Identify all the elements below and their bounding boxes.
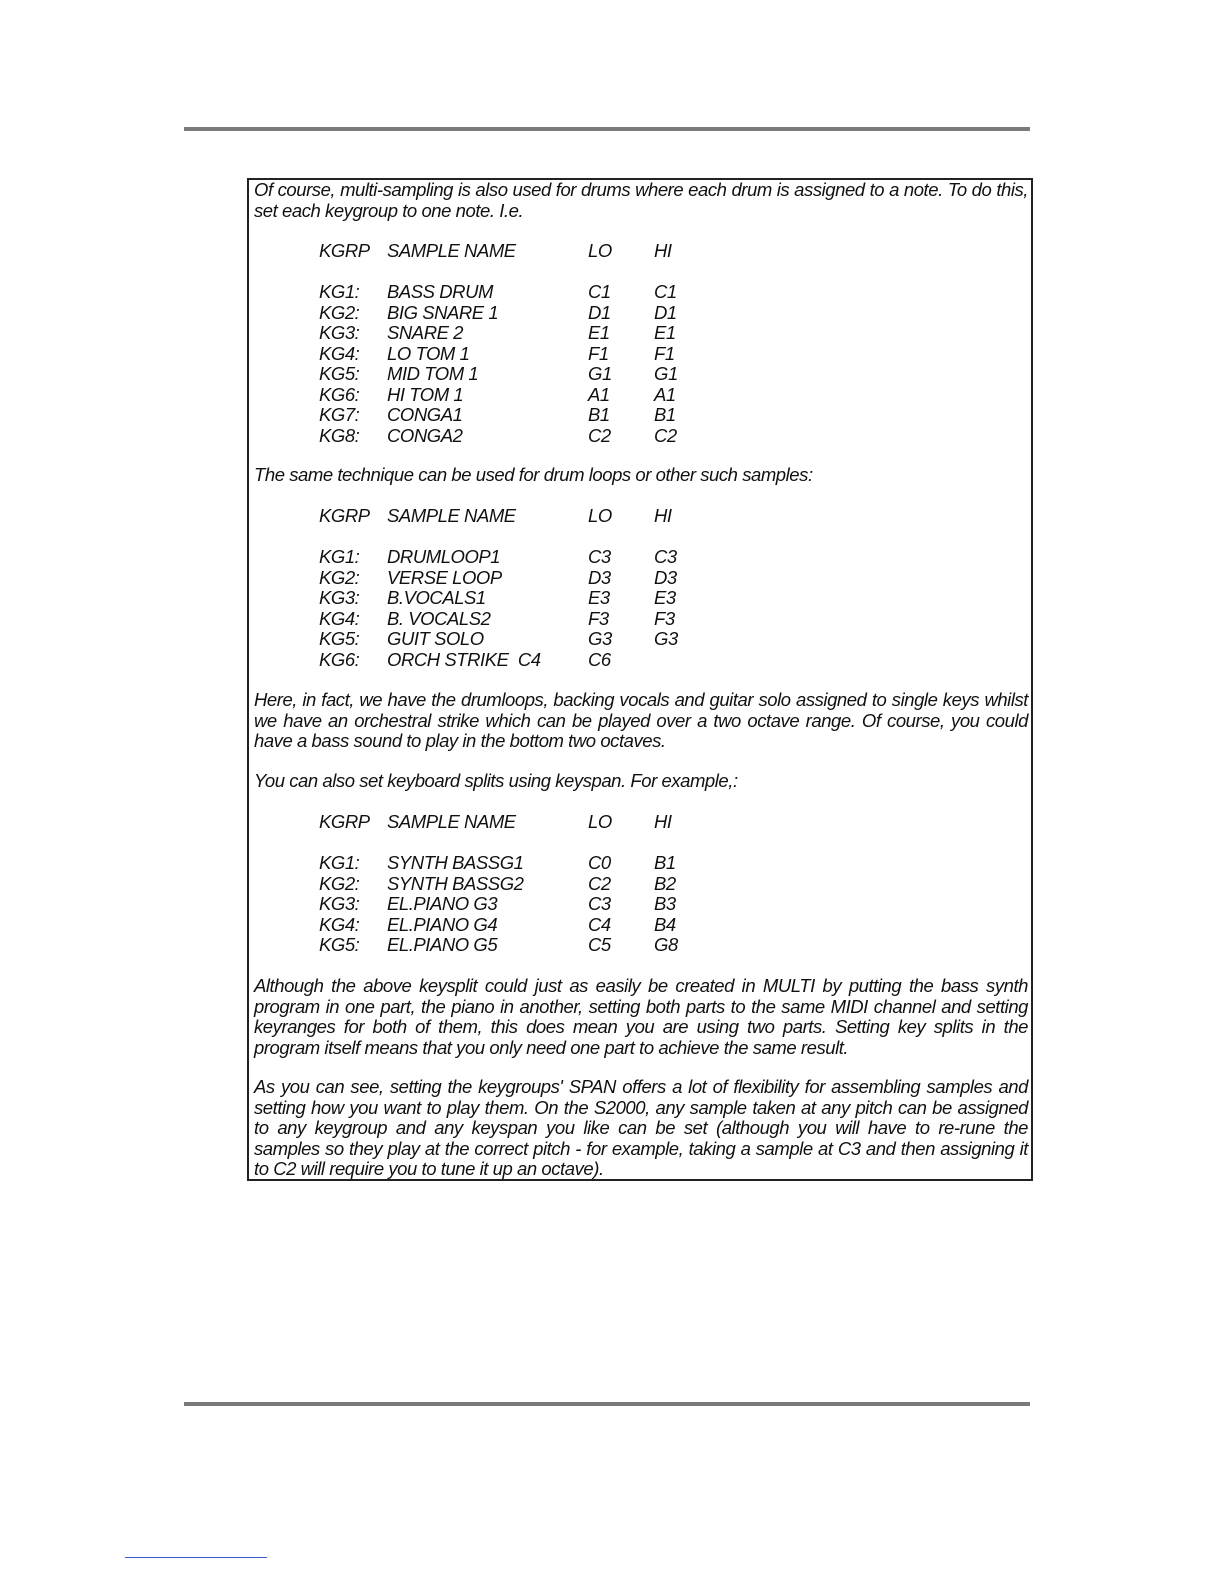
cell-sample-name: BASS DRUM [387,281,493,302]
paragraph-intro: Of course, multi-sampling is also used for drums where each drum is assigned to a note. To do this, set each keygroup to one note. I.e. [254,179,1028,221]
cell-hi: D3 [654,566,677,588]
header-kgrp: KGRP [319,240,370,261]
cell-sample-name: B.VOCALS1 [387,587,486,608]
cell-lo: C4 [588,913,611,935]
cell-sample-name: MID TOM 1 [387,363,479,384]
cell-sample-name: VERSE LOOP [387,566,502,588]
table-row [319,588,739,609]
header-lo: LO [588,240,612,261]
cell-hi: C2 [654,424,677,446]
cell-hi: F3 [654,607,675,629]
cell-keygroup: KG6: [319,648,360,670]
cell-lo: F1 [588,342,609,364]
table-row [319,405,739,426]
cell-lo: B1 [588,404,610,425]
header-hi: HI [654,240,672,261]
header-kgrp: KGRP [319,505,370,526]
cell-keygroup: KG1: [319,281,360,302]
paragraph-drumloops-explained: Here, in fact, we have the drumloops, backing vocals and guitar solo assigned to single keys whilst we have an orchestral strike which can be played over a two octave range. Of course, you could have a bass sound to play in the bottom two octaves. [254,689,1028,751]
cell-sample-name: EL.PIANO G5 [387,934,498,955]
table-row [319,935,739,956]
cell-hi: G3 [654,628,678,649]
cell-keygroup: KG2: [319,872,360,894]
cell-lo: C5 [588,934,611,955]
cell-keygroup: KG5: [319,934,360,955]
cell-keygroup: KG8: [319,424,360,446]
table-row [319,629,739,650]
cell-lo: A1 [588,383,610,405]
cell-sample-name: CONGA1 [387,404,463,425]
cell-sample-name: EL.PIANO G3 [387,893,498,914]
cell-sample-name: HI TOM 1 [387,383,464,405]
paragraph-keyboard-splits: You can also set keyboard splits using keyspan. For example,: [254,770,738,791]
cell-keygroup: KG7: [319,404,360,425]
cell-lo: C3 [588,893,611,914]
cell-sample-name: SYNTH BASSG2 [387,872,524,894]
cell-sample-name: ORCH STRIKE C4 [387,648,541,670]
cell-sample-name: LO TOM 1 [387,342,470,364]
cell-keygroup: KG6: [319,383,360,405]
cell-hi: B3 [654,893,676,914]
cell-lo: E3 [588,587,610,608]
table-header-row [319,241,739,262]
cell-keygroup: KG3: [319,587,360,608]
table-row [319,547,739,568]
cell-keygroup: KG4: [319,913,360,935]
footnote-separator [125,1557,267,1558]
cell-lo: C1 [588,281,611,302]
paragraph-span-flexibility: As you can see, setting the keygroups' SPAN offers a lot of flexibility for assembling samples and setting how you want to play them. On the S2000, any sample taken at any pitch can be assigned to any keygroup and any keyspan you like can be set (although you will have to re-rune the samples so they play at the correct pitch - for example, taking a sample at C3 and then assigning it to C2 will require you to tune it up an octave). [254,1076,1028,1179]
paragraph-keysplit-multi: Although the above keysplit could just as easily be created in MULTI by putting the bass synth program in one part, the piano in another, setting both parts to the same MIDI channel and setting keyranges for both of them, this does mean you are using two parts. Setting key splits in the program itself means that you only need one part to achieve the same result. [254,975,1028,1058]
cell-sample-name: B. VOCALS2 [387,607,491,629]
header-sample-name: SAMPLE NAME [387,811,516,832]
table-row [319,874,739,895]
cell-lo: E1 [588,322,610,343]
header-hi: HI [654,811,672,832]
cell-keygroup: KG4: [319,342,360,364]
cell-hi: E1 [654,322,676,343]
cell-lo: D1 [588,301,611,323]
cell-keygroup: KG3: [319,322,360,343]
cell-lo: C3 [588,546,611,567]
cell-keygroup: KG1: [319,852,360,873]
header-hi: HI [654,505,672,526]
table-row [319,303,739,324]
table-row [319,894,739,915]
cell-sample-name: BIG SNARE 1 [387,301,499,323]
header-sample-name: SAMPLE NAME [387,505,516,526]
footer-rule [184,1402,1030,1406]
cell-lo: C2 [588,872,611,894]
table-row [319,323,739,344]
table-header-row [319,812,739,833]
cell-keygroup: KG1: [319,546,360,567]
table-row [319,915,739,936]
cell-sample-name: SYNTH BASSG1 [387,852,524,873]
cell-keygroup: KG2: [319,566,360,588]
cell-hi: C1 [654,281,677,302]
table-row [319,282,739,303]
table-row [319,609,739,630]
cell-lo: C0 [588,852,611,873]
table-row [319,426,739,447]
paragraph-drum-loops: The same technique can be used for drum loops or other such samples: [254,464,813,485]
cell-sample-name: CONGA2 [387,424,463,446]
cell-sample-name: DRUMLOOP1 [387,546,501,567]
cell-hi: E3 [654,587,676,608]
cell-keygroup: KG5: [319,363,360,384]
cell-hi: F1 [654,342,675,364]
table-row [319,568,739,589]
cell-sample-name: GUIT SOLO [387,628,484,649]
cell-sample-name: EL.PIANO G4 [387,913,498,935]
cell-lo: G1 [588,363,612,384]
cell-hi: B2 [654,872,676,894]
header-kgrp: KGRP [319,811,370,832]
cell-keygroup: KG4: [319,607,360,629]
table-row [319,853,739,874]
header-sample-name: SAMPLE NAME [387,240,516,261]
cell-lo: F3 [588,607,609,629]
content-box [247,178,1033,1181]
cell-hi: B4 [654,913,676,935]
cell-keygroup: KG2: [319,301,360,323]
cell-hi: G1 [654,363,678,384]
header-lo: LO [588,811,612,832]
cell-hi: C3 [654,546,677,567]
table-row [319,344,739,365]
cell-lo: D3 [588,566,611,588]
cell-sample-name: SNARE 2 [387,322,464,343]
cell-hi: B1 [654,404,676,425]
header-rule [184,127,1030,131]
table-row [319,364,739,385]
table-header-row [319,506,739,527]
cell-keygroup: KG5: [319,628,360,649]
cell-hi: G8 [654,934,678,955]
cell-lo: C6 [588,648,611,670]
cell-hi: B1 [654,852,676,873]
cell-hi: D1 [654,301,677,323]
table-row [319,650,739,671]
cell-keygroup: KG3: [319,893,360,914]
cell-hi: A1 [654,383,676,405]
table-row [319,385,739,406]
header-lo: LO [588,505,612,526]
cell-lo: C2 [588,424,611,446]
cell-lo: G3 [588,628,612,649]
